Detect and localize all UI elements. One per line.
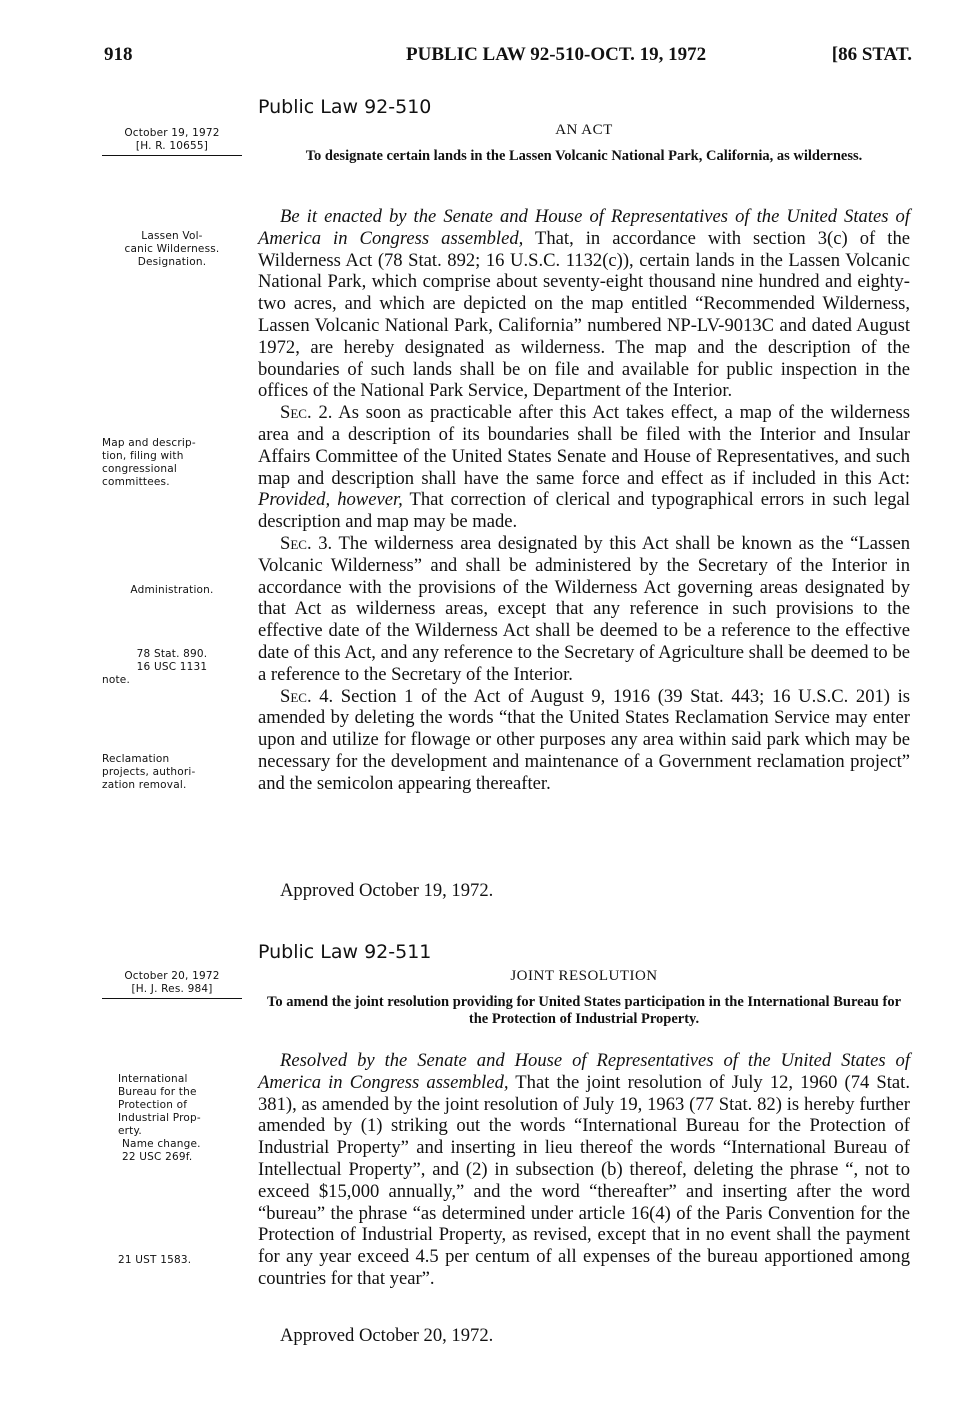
margin-bill-number: [H. J. Res. 984] bbox=[131, 983, 213, 995]
approval-line: Approved October 20, 1972. bbox=[280, 1325, 494, 1346]
margin-date-block bbox=[102, 970, 242, 999]
margin-rule bbox=[102, 998, 242, 999]
running-header bbox=[104, 44, 912, 74]
margin-rule bbox=[102, 155, 242, 156]
header-volume: [86 STAT. bbox=[831, 44, 912, 65]
law2-body bbox=[258, 1050, 910, 1290]
act-kind: JOINT RESOLUTION bbox=[510, 968, 658, 984]
sidenote-bureau: International Bureau for the Protection of Industrial Prop- erty. Name change. 22 USC 269f. bbox=[118, 1073, 201, 1163]
act-purpose: To designate certain lands in the Lassen Volcanic National Park, California, as wilderness. bbox=[305, 148, 863, 164]
margin-date: October 20, 1972 bbox=[124, 970, 220, 982]
sidenote-map: Map and descrip- tion, filing with congressional committees. bbox=[102, 437, 196, 488]
enacting-clause: Be it enacted by the Senate and House of Representatives of the United States of America in Congress assembled, bbox=[258, 206, 910, 249]
section-2: Sec. 2. As soon as practicable after this Act takes effect, a map of the wilderness area and a description of its boundaries shall be filed with the Interior and Insular Affairs Committee of the United States Senate and House of Representatives, and such map and description shall have the same force and effect as if included in this Act: Provided, however, That correction of clerical and typographical errors in such legal description and map may be made. bbox=[258, 402, 910, 533]
act-kind: AN ACT bbox=[555, 122, 613, 138]
margin-date-block bbox=[102, 127, 242, 156]
section-1: Be it enacted by the Senate and House of Representatives of the United States of America in Congress assembled, That, in accordance with section 3(c) of the Wilderness Act (78 Stat. 892; 16 U.S.C. 1132(c)), certain lands in the Lassen Volcanic National Park, which comprise about seventy-eight thousand nine hundred and eighty-two acres, and which are depicted on the map entitled “Recommended Wilderness, Lassen Volcanic National Park, California” numbered NP-LV-9013C and dated August 1972, are hereby designated as wilderness. The map and the description of the boundaries of such lands shall be on file and available for public inspection in the offices of the National Park Service, Department of the Interior. bbox=[258, 206, 910, 402]
sidenote-ust: 21 UST 1583. bbox=[118, 1254, 192, 1266]
resolution-text: Resolved by the Senate and House of Representatives of the United States of America in Congress assembled, That the joint resolution of July 12, 1960 (74 Stat. 381), as amended by the joint resolution of July 19, 1963 (77 Stat. 82) is hereby further amended by (1) striking out the words “International Bureau for the Protection of Industrial Property” and inserting in lieu thereof the words “International Bureau of Intellectual Property”, and (2) in subsection (b) thereof, deleting the phrase “, not to exceed $15,000 annually,” and the word “thereafter” and inserting after the word “bureau” the phrase “as determined under article 16(4) of the Paris Convention for the Protection of Industrial Property, as revised, except that in no event shall the payment for any year exceed 4.5 per centum of all expenses of the bureau apportioned among countries for that year”. bbox=[258, 1050, 910, 1289]
sidenote-reclamation: Reclamation projects, authori- zation removal. bbox=[102, 753, 196, 791]
resolving-clause: Resolved by the Senate and House of Representatives of the United States of America in Congress assembled, bbox=[258, 1050, 910, 1093]
act-purpose: To amend the joint resolution providing for United States participation in the International Bureau for the Protection of Industrial Property. bbox=[266, 994, 902, 1027]
law1-body bbox=[258, 206, 910, 795]
sidenote-administration: Administration. bbox=[130, 584, 214, 596]
law-title: Public Law 92-511 bbox=[258, 941, 432, 963]
section-3: Sec. 3. The wilderness area designated by this Act shall be known as the “Lassen Volcanic Wilderness” and shall be administered by the Secretary of the Interior in accordance with the provisions of the Wilderness Act governing areas designated by that Act as wilderness areas, except that any reference in such provisions to the effective date of the Wilderness Act shall be deemed to be a reference to the effective date of this Act, and any reference to the Secretary of Agriculture shall be deemed to be a reference to the Secretary of the Interior. bbox=[258, 532, 911, 685]
margin-bill-number: [H. R. 10655] bbox=[135, 140, 209, 152]
header-title: PUBLIC LAW 92-510-OCT. 19, 1972 bbox=[406, 44, 707, 65]
margin-date: October 19, 1972 bbox=[124, 127, 220, 139]
approval-line: Approved October 19, 1972. bbox=[280, 880, 494, 901]
section-4: Sec. 4. Section 1 of the Act of August 9, 1916 (39 Stat. 443; 16 U.S.C. 201) is amended by deleting the words “that the United States Reclamation Service may enter upon and utilize for flowage or other purposes any area within said park which may be necessary for the development and maintenance of a Government reclamation project” and the semicolon appearing thereafter. bbox=[258, 685, 910, 794]
page-number: 918 bbox=[104, 44, 133, 65]
sidenote-stat: 78 Stat. 890. 16 USC 1131 note. bbox=[102, 648, 208, 686]
sidenote-designation: Lassen Vol- canic Wilderness. Designation. bbox=[124, 230, 220, 268]
law-title: Public Law 92-510 bbox=[258, 96, 432, 118]
